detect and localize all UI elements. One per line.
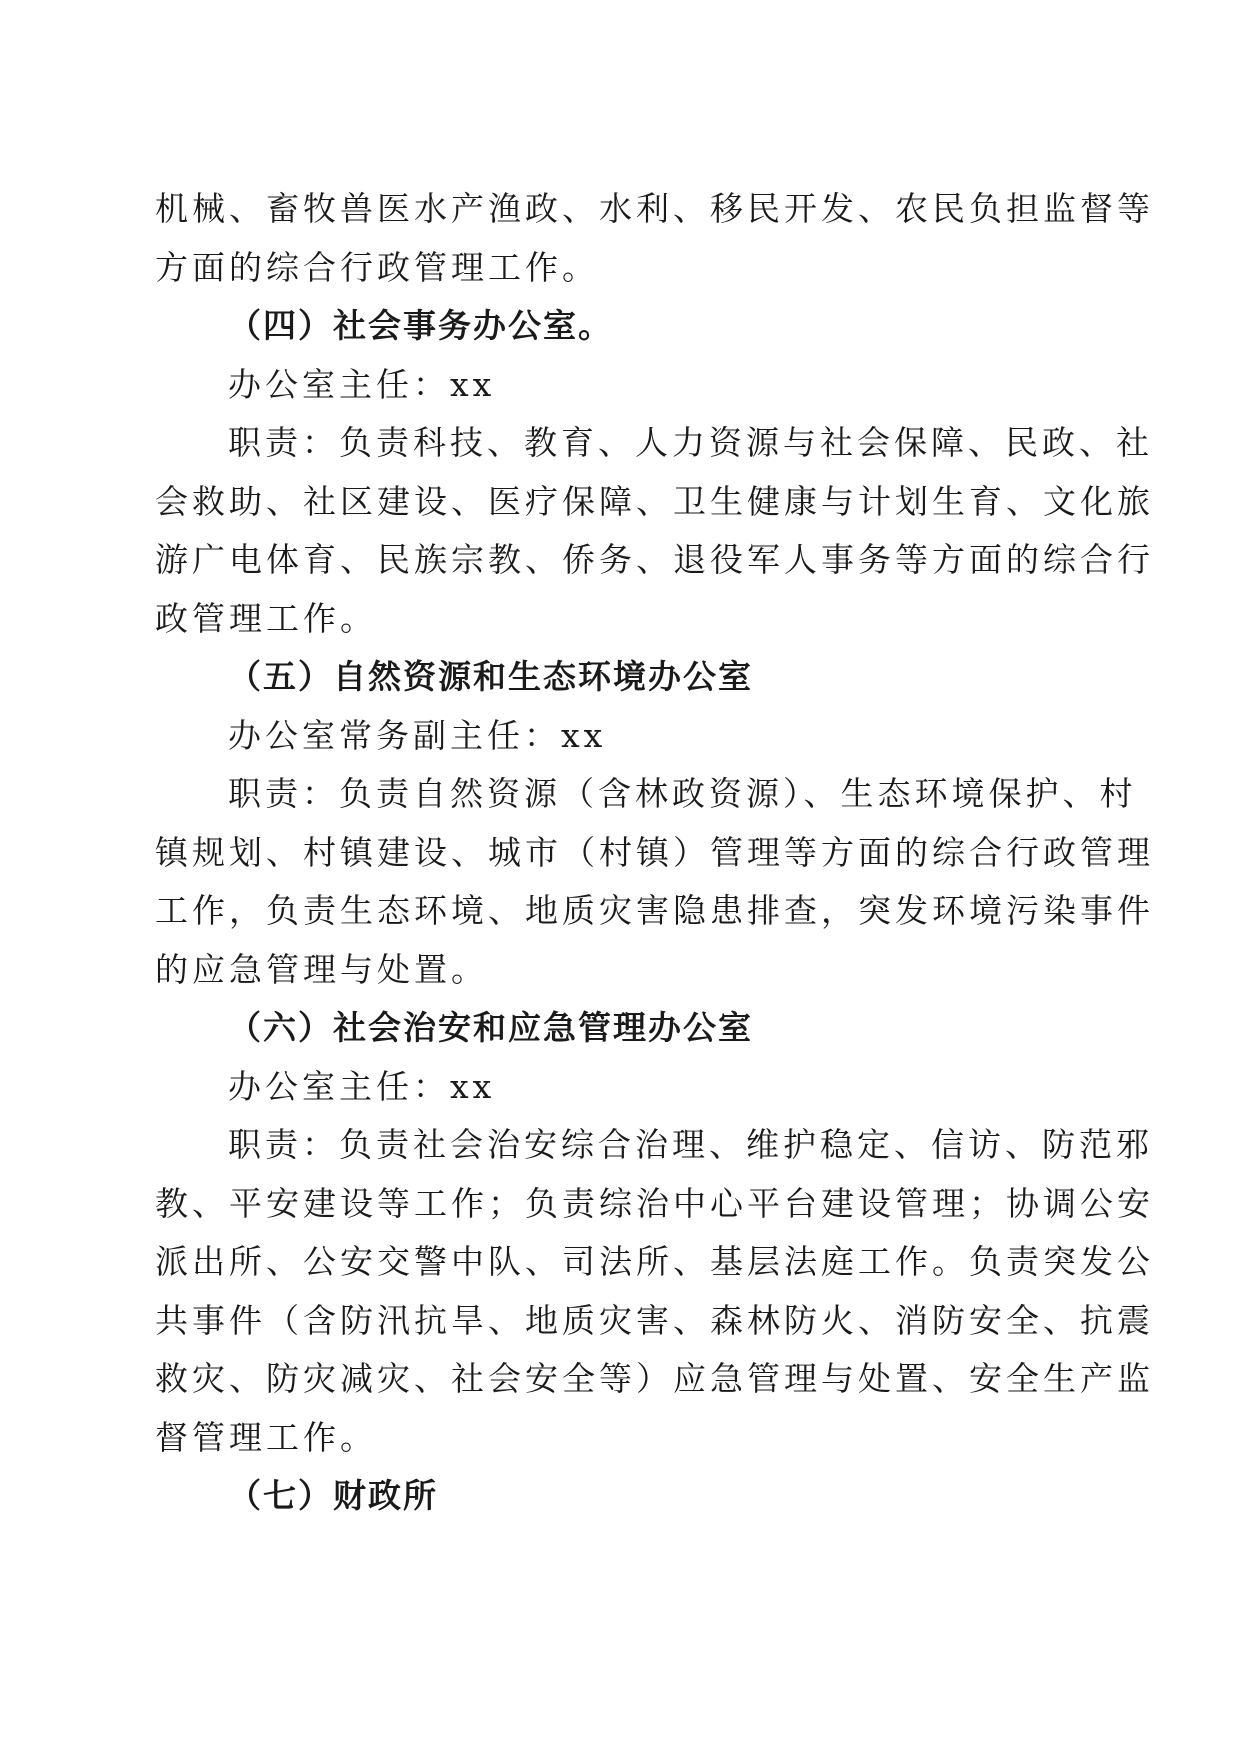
duty-line: 职责：负责自然资源（含林政资源）、生态环境保护、村 <box>228 774 1137 813</box>
duty-line: 派出所、公安交警中队、司法所、基层法庭工作。负责突发公 <box>155 1242 1154 1281</box>
document-page <box>155 180 1154 1526</box>
body-line: 方面的综合行政管理工作。 <box>155 247 599 287</box>
duty-line: 督管理工作。 <box>155 1417 377 1457</box>
duty-line: 教、平安建设等工作；负责综治中心平台建设管理；协调公安 <box>155 1183 1154 1223</box>
duty-line: 会救助、社区建设、医疗保障、卫生健康与计划生育、文化旅 <box>155 481 1154 521</box>
body-line: 机械、畜牧兽医水产渔政、水利、移民开发、农民负担监督等 <box>155 189 1154 228</box>
duty-line: 救灾、防灾减灾、社会安全等）应急管理与处置、安全生产监 <box>155 1359 1154 1398</box>
duty-line: 游广电体育、民族宗教、侨务、退役军人事务等方面的综合行 <box>155 540 1154 579</box>
director-line: 办公室常务副主任：xx <box>228 715 607 755</box>
duty-line: 职责：负责科技、教育、人力资源与社会保障、民政、社 <box>228 423 1153 462</box>
duty-line: 政管理工作。 <box>155 598 377 638</box>
duty-line: 共事件（含防汛抗旱、地质灾害、森林防火、消防安全、抗震 <box>155 1300 1154 1340</box>
duty-line: 职责：负责社会治安综合治理、维护稳定、信访、防范邪 <box>228 1125 1153 1164</box>
duty-line: 镇规划、村镇建设、城市（村镇）管理等方面的综合行政管理 <box>155 832 1154 872</box>
section-heading: （七）财政所 <box>228 1476 438 1515</box>
director-line: 办公室主任：xx <box>228 1066 496 1106</box>
director-line: 办公室主任：xx <box>228 364 496 404</box>
section-heading: （四）社会事务办公室。 <box>228 306 613 345</box>
section-heading: （五）自然资源和生态环境办公室 <box>228 657 753 696</box>
section-heading: （六）社会治安和应急管理办公室 <box>228 1008 753 1047</box>
duty-line: 的应急管理与处置。 <box>155 949 488 989</box>
duty-line: 工作，负责生态环境、地质灾害隐患排查，突发环境污染事件 <box>155 891 1154 930</box>
